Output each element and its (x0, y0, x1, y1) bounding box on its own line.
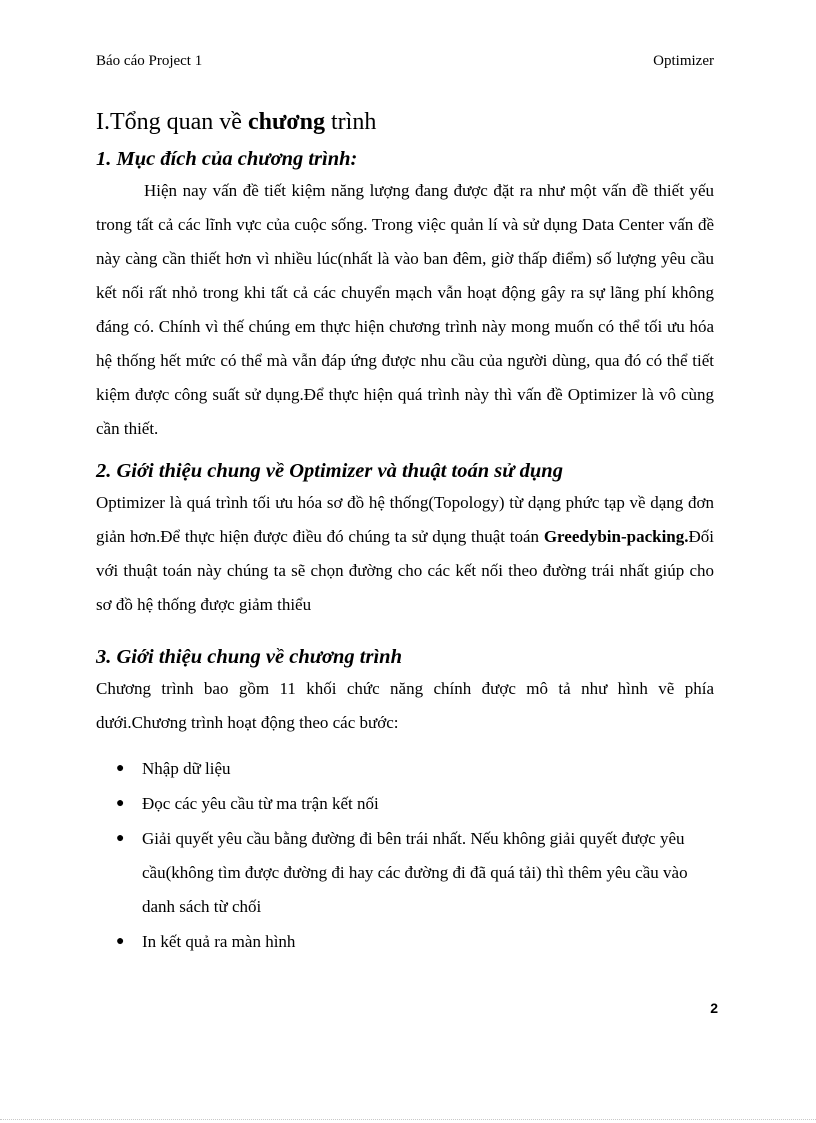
chapter-title (96, 104, 714, 140)
algorithm-name: Greedybin-packing. (543, 527, 689, 546)
section-3-heading: 3. Giới thiệu chung về chương trình (96, 646, 402, 668)
bullet-icon: ● (116, 796, 125, 811)
bullet-icon: ● (116, 831, 125, 846)
bullet-icon: ● (116, 934, 125, 949)
chapter-title-prefix: I.Tổng quan về (96, 109, 248, 135)
list-item (116, 787, 714, 821)
page-bottom-divider (0, 1119, 816, 1120)
section-1-paragraph: Hiện nay vấn đề tiết kiệm năng lượng đang được đặt ra như một vấn đề thiết yếu trong tất cả các lĩnh vực của cuộc sống. Trong việc quản lí và sử dụng Data Center vấn đề này càng cần thiết hơn vì nhiều lúc(nhất là vào ban đêm, giờ thấp điểm) số lượng yêu cầu kết nối rất nhỏ trong khi tất cả các chuyển mạch vẫn hoạt động gây ra sự lãng phí không đáng có. Chính vì thế chúng em thực hiện chương trình này mong muốn có thể tối ưu hóa hệ thống hết mức có thể mà vẫn đáp ứng được nhu cầu của người dùng, qua đó có thể tiết kiệm được công suất sử dụng.Để thực hiện quá trình này thì vấn đề Optimizer là vô cùng cần thiết. (96, 181, 714, 438)
page-content (96, 104, 714, 960)
header-topic: Optimizer (653, 53, 714, 69)
list-item (116, 925, 714, 959)
step-text: Đọc các yêu cầu từ ma trận kết nối (142, 794, 379, 813)
section-2-heading: 2. Giới thiệu chung về Optimizer và thuật toán sử dụng (96, 460, 563, 482)
section-2-text-after: Đối với thuật toán này chúng ta sẽ chọn đường cho các kết nối theo đường trái nhất giúp cho sơ đồ hệ thống được giảm thiểu (96, 527, 714, 614)
step-text: Nhập dữ liệu (142, 759, 231, 778)
bullet-icon: ● (116, 761, 125, 776)
steps-list (96, 752, 714, 959)
section-2-text-before: Optimizer là quá trình tối ưu hóa sơ đồ hệ thống(Topology) từ dạng phức tạp về dạng đơn giản hơn.Để thực hiện được điều đó chúng ta sử dụng thuật toán (96, 493, 714, 546)
header-report-title: Báo cáo Project 1 (96, 53, 203, 69)
list-item (116, 822, 714, 924)
chapter-title-bold: chương (247, 109, 326, 135)
list-item (116, 752, 714, 786)
step-text: In kết quả ra màn hình (142, 932, 296, 951)
section-1-heading: 1. Mục đích của chương trình: (96, 148, 358, 170)
step-text: Giải quyết yêu cầu bằng đường đi bên trái nhất. Nếu không giải quyết được yêu cầu(không tìm được đường đi hay các đường đi đã quá tải) thì thêm yêu cầu vào danh sách từ chối (142, 829, 688, 916)
section-2-paragraph (96, 486, 714, 622)
page-number: 2 (710, 1000, 718, 1016)
chapter-title-suffix: trình (325, 109, 377, 135)
section-3-paragraph: Chương trình bao gồm 11 khối chức năng chính được mô tả như hình vẽ phía dưới.Chương trình hoạt động theo các bước: (96, 679, 714, 732)
